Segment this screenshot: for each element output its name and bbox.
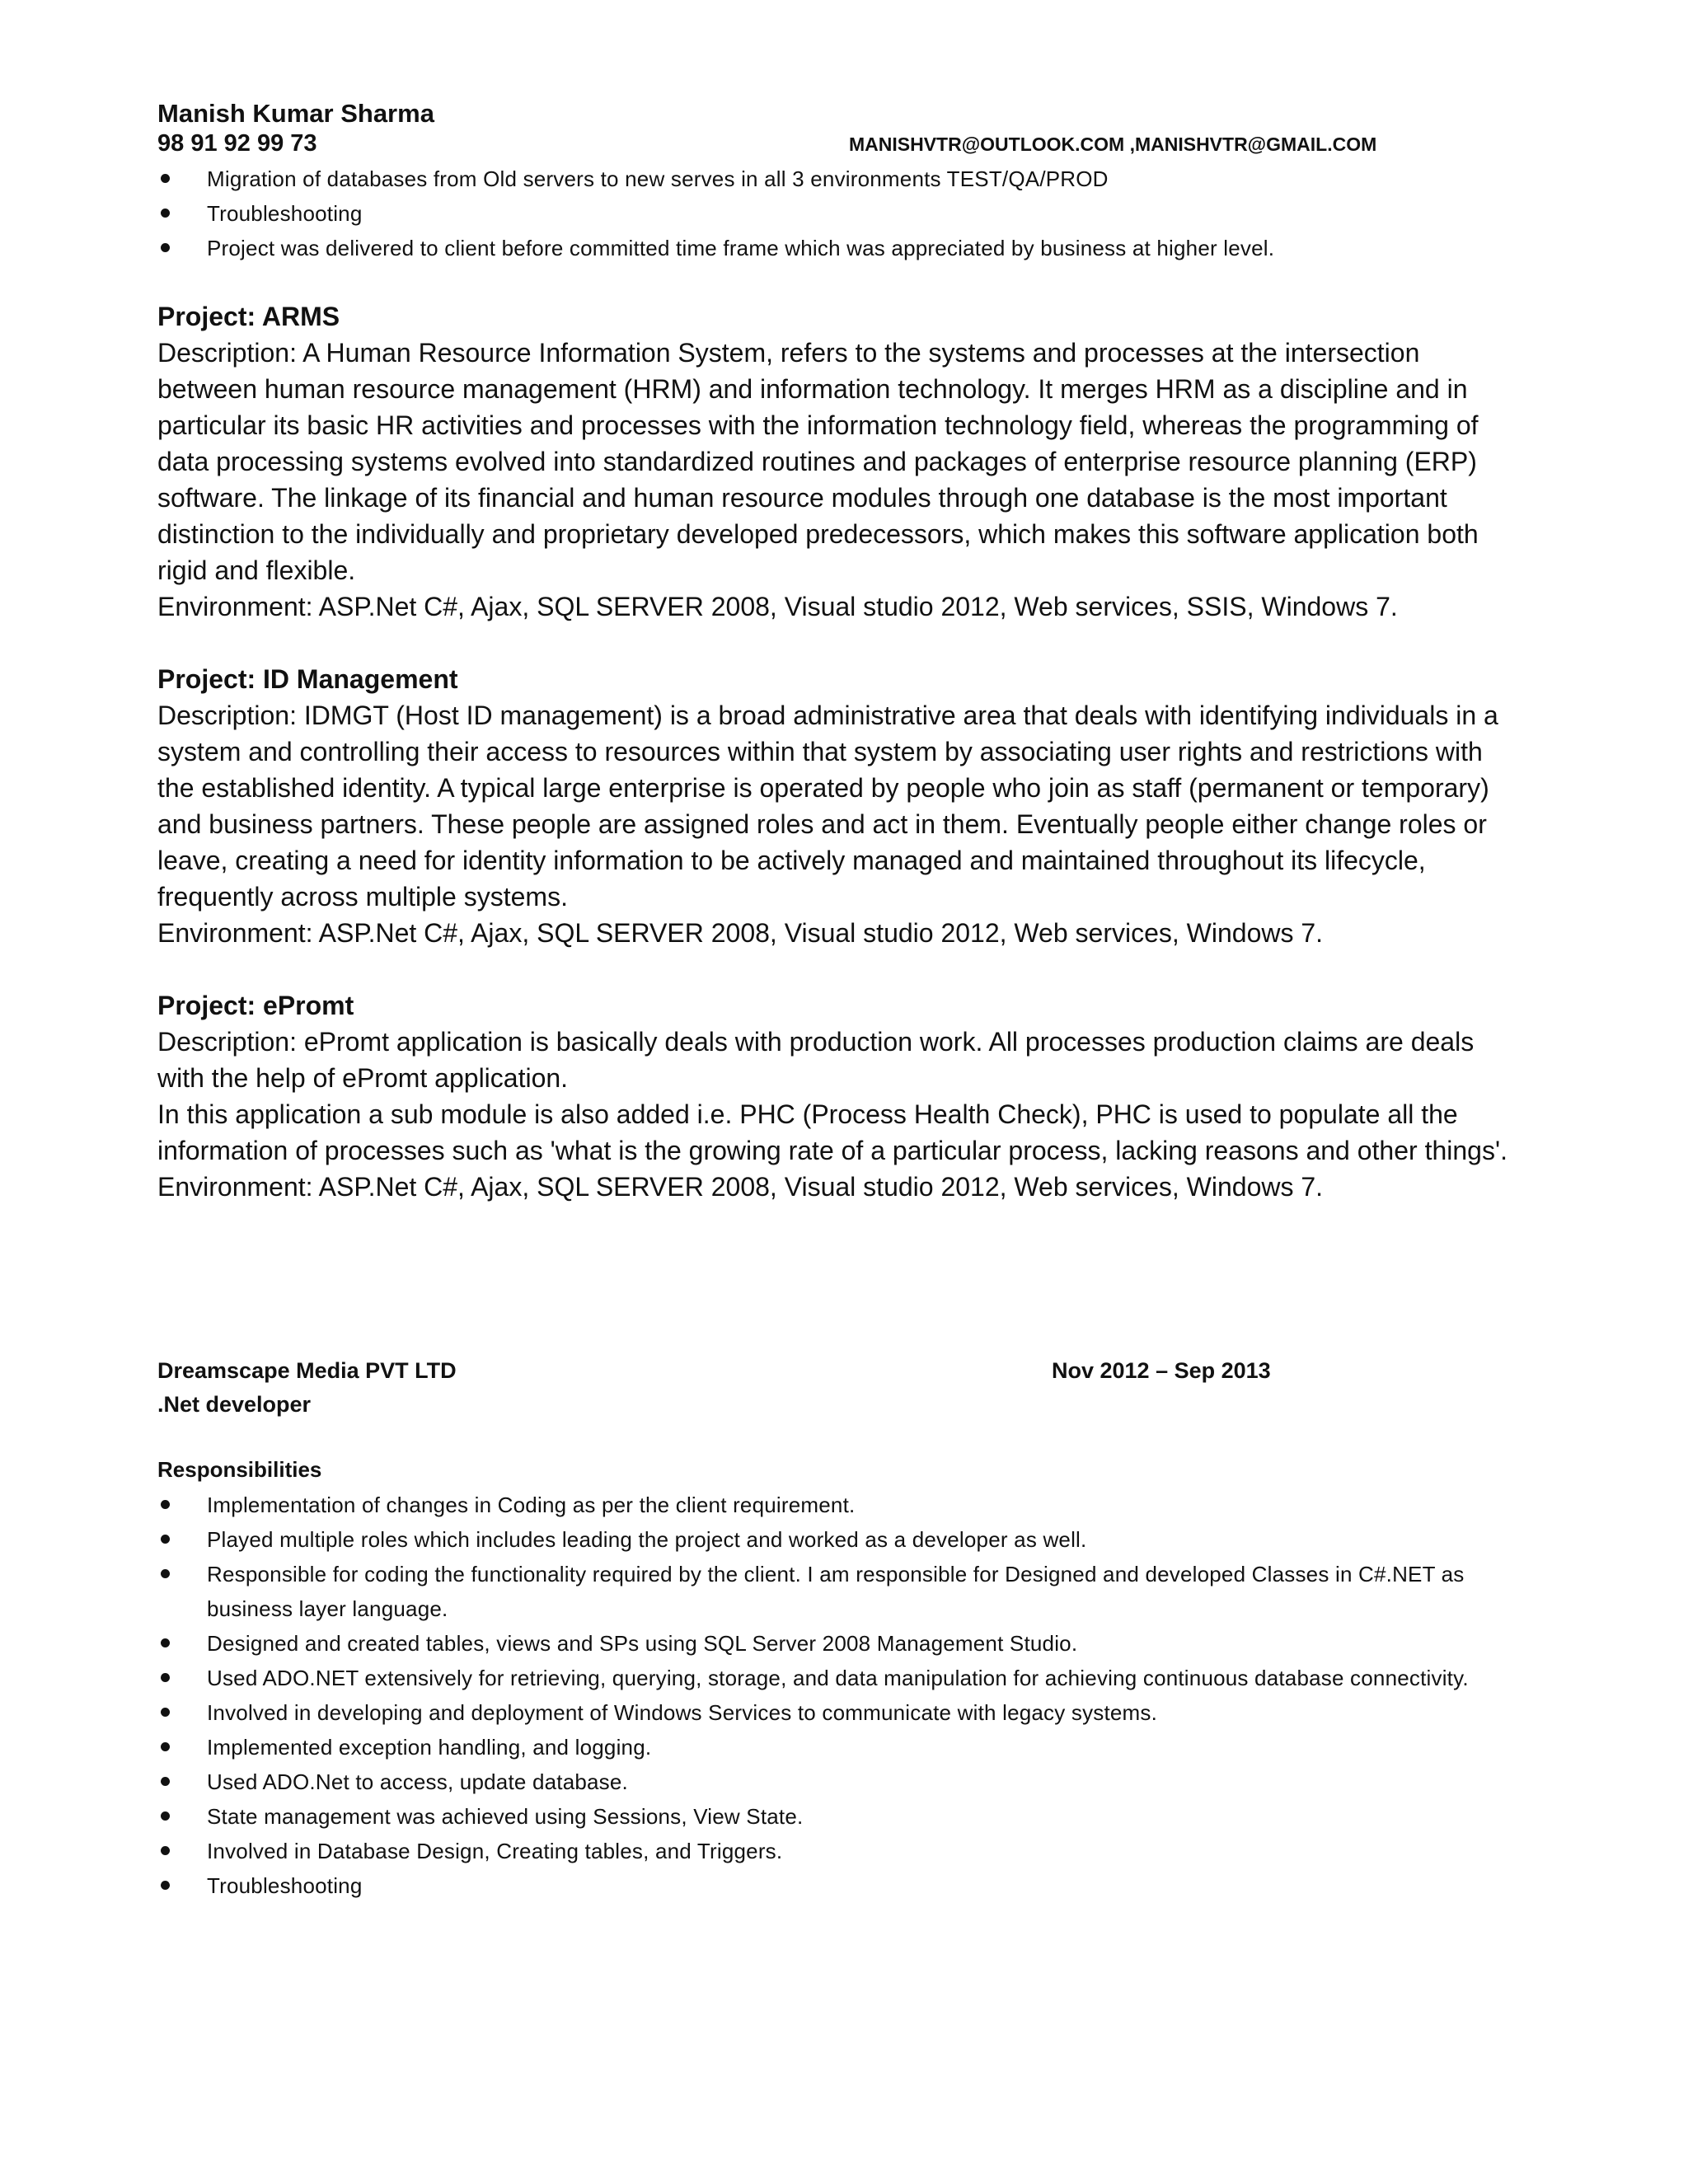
project-environment: Environment: ASP.Net C#, Ajax, SQL SERVER 2008, Visual studio 2012, Web services, SSIS, Windows 7.	[157, 592, 1398, 621]
bullet-icon	[161, 1673, 170, 1682]
bullet-icon	[161, 1881, 170, 1890]
list-item: Implemented exception handling, and logging.	[157, 1730, 1526, 1765]
list-item: Implementation of changes in Coding as per the client requirement.	[157, 1488, 1526, 1522]
project-title: Project: ePromt	[157, 991, 354, 1020]
list-item: Used ADO.Net to access, update database.	[157, 1765, 1526, 1799]
list-item: Migration of databases from Old servers to new serves in all 3 environments TEST/QA/PROD	[157, 162, 1526, 196]
project-description: Description: IDMGT (Host ID management) is a broad administrative area that deals with identifying individuals in a system and controlling their access to resources within that system by associating user rights and restrictions with the established identity. A typical large enterprise is operated by people who join as staff (permanent or temporary) and business partners. These people are assigned roles and act in them. Eventually people either change roles or leave, creating a need for identity information to be actively managed and maintained throughout its lifecycle, frequently across multiple systems.	[157, 701, 1498, 912]
bullet-icon	[161, 243, 170, 252]
bullet-icon	[161, 174, 170, 183]
list-item: Troubleshooting	[157, 196, 1526, 231]
bullet-icon	[161, 209, 170, 218]
project-id-management	[157, 661, 1526, 951]
bullet-icon	[161, 1638, 170, 1647]
bullet-icon	[161, 1500, 170, 1509]
bullet-icon	[161, 1535, 170, 1544]
bullet-icon	[161, 1742, 170, 1751]
responsibilities-list	[157, 1488, 1526, 1903]
project-epromt	[157, 987, 1526, 1205]
bullet-icon	[161, 1708, 170, 1717]
project-environment: Environment: ASP.Net C#, Ajax, SQL SERVER 2008, Visual studio 2012, Web services, Windows 7.	[157, 1172, 1324, 1202]
top-bullet-list	[157, 162, 1526, 265]
job-role: .Net developer	[157, 1392, 312, 1417]
list-item: Project was delivered to client before committed time frame which was appreciated by business at higher level.	[157, 231, 1526, 265]
list-item: Used ADO.NET extensively for retrieving, querying, storage, and data manipulation for achieving continuous database connectivity.	[157, 1661, 1526, 1695]
project-description: Description: ePromt application is basically deals with production work. All processes production claims are deals with the help of ePromt application.	[157, 1027, 1475, 1093]
project-description: Description: A Human Resource Information System, refers to the systems and processes at the intersection between human resource management (HRM) and information technology. It merges HRM as a discipline and in particular its basic HR activities and processes with the information technology field, whereas the programming of data processing systems evolved into standardized routines and packages of enterprise resource planning (ERP) software. The linkage of its financial and human resource modules through one database is the most important distinction to the individually and proprietary developed predecessors, which makes this software application both rigid and flexible.	[157, 338, 1479, 585]
list-item: Played multiple roles which includes leading the project and worked as a developer as well.	[157, 1522, 1526, 1557]
list-item: Responsible for coding the functionality required by the client. I am responsible for Designed and developed Classes in C#.NET as business layer language.	[157, 1557, 1526, 1626]
responsibilities-heading: Responsibilities	[157, 1457, 322, 1482]
bullet-icon	[161, 1811, 170, 1821]
project-title: Project: ID Management	[157, 664, 458, 694]
bullet-icon	[161, 1569, 170, 1578]
candidate-name: Manish Kumar Sharma	[157, 99, 434, 128]
bullet-icon	[161, 1777, 170, 1786]
list-item: State management was achieved using Sessions, View State.	[157, 1799, 1526, 1834]
project-extra: In this application a sub module is also added i.e. PHC (Process Health Check), PHC is used to populate all the information of processes such as 'what is the growing rate of a particular process, lacking reasons and other things'.	[157, 1099, 1507, 1165]
project-arms	[157, 298, 1526, 625]
project-environment: Environment: ASP.Net C#, Ajax, SQL SERVER 2008, Visual studio 2012, Web services, Windows 7.	[157, 918, 1324, 948]
job-company: Dreamscape Media PVT LTD	[157, 1358, 457, 1383]
project-title: Project: ARMS	[157, 302, 340, 331]
list-item: Troubleshooting	[157, 1868, 1526, 1903]
list-item: Designed and created tables, views and SPs using SQL Server 2008 Management Studio.	[157, 1626, 1526, 1661]
list-item: Involved in Database Design, Creating tables, and Triggers.	[157, 1834, 1526, 1868]
candidate-email: MANISHVTR@OUTLOOK.COM ,MANISHVTR@GMAIL.COM	[849, 134, 1377, 155]
list-item: Involved in developing and deployment of Windows Services to communicate with legacy systems.	[157, 1695, 1526, 1730]
job-dates: Nov 2012 – Sep 2013	[1052, 1358, 1271, 1383]
bullet-icon	[161, 1846, 170, 1855]
candidate-phone: 98 91 92 99 73	[157, 130, 317, 157]
